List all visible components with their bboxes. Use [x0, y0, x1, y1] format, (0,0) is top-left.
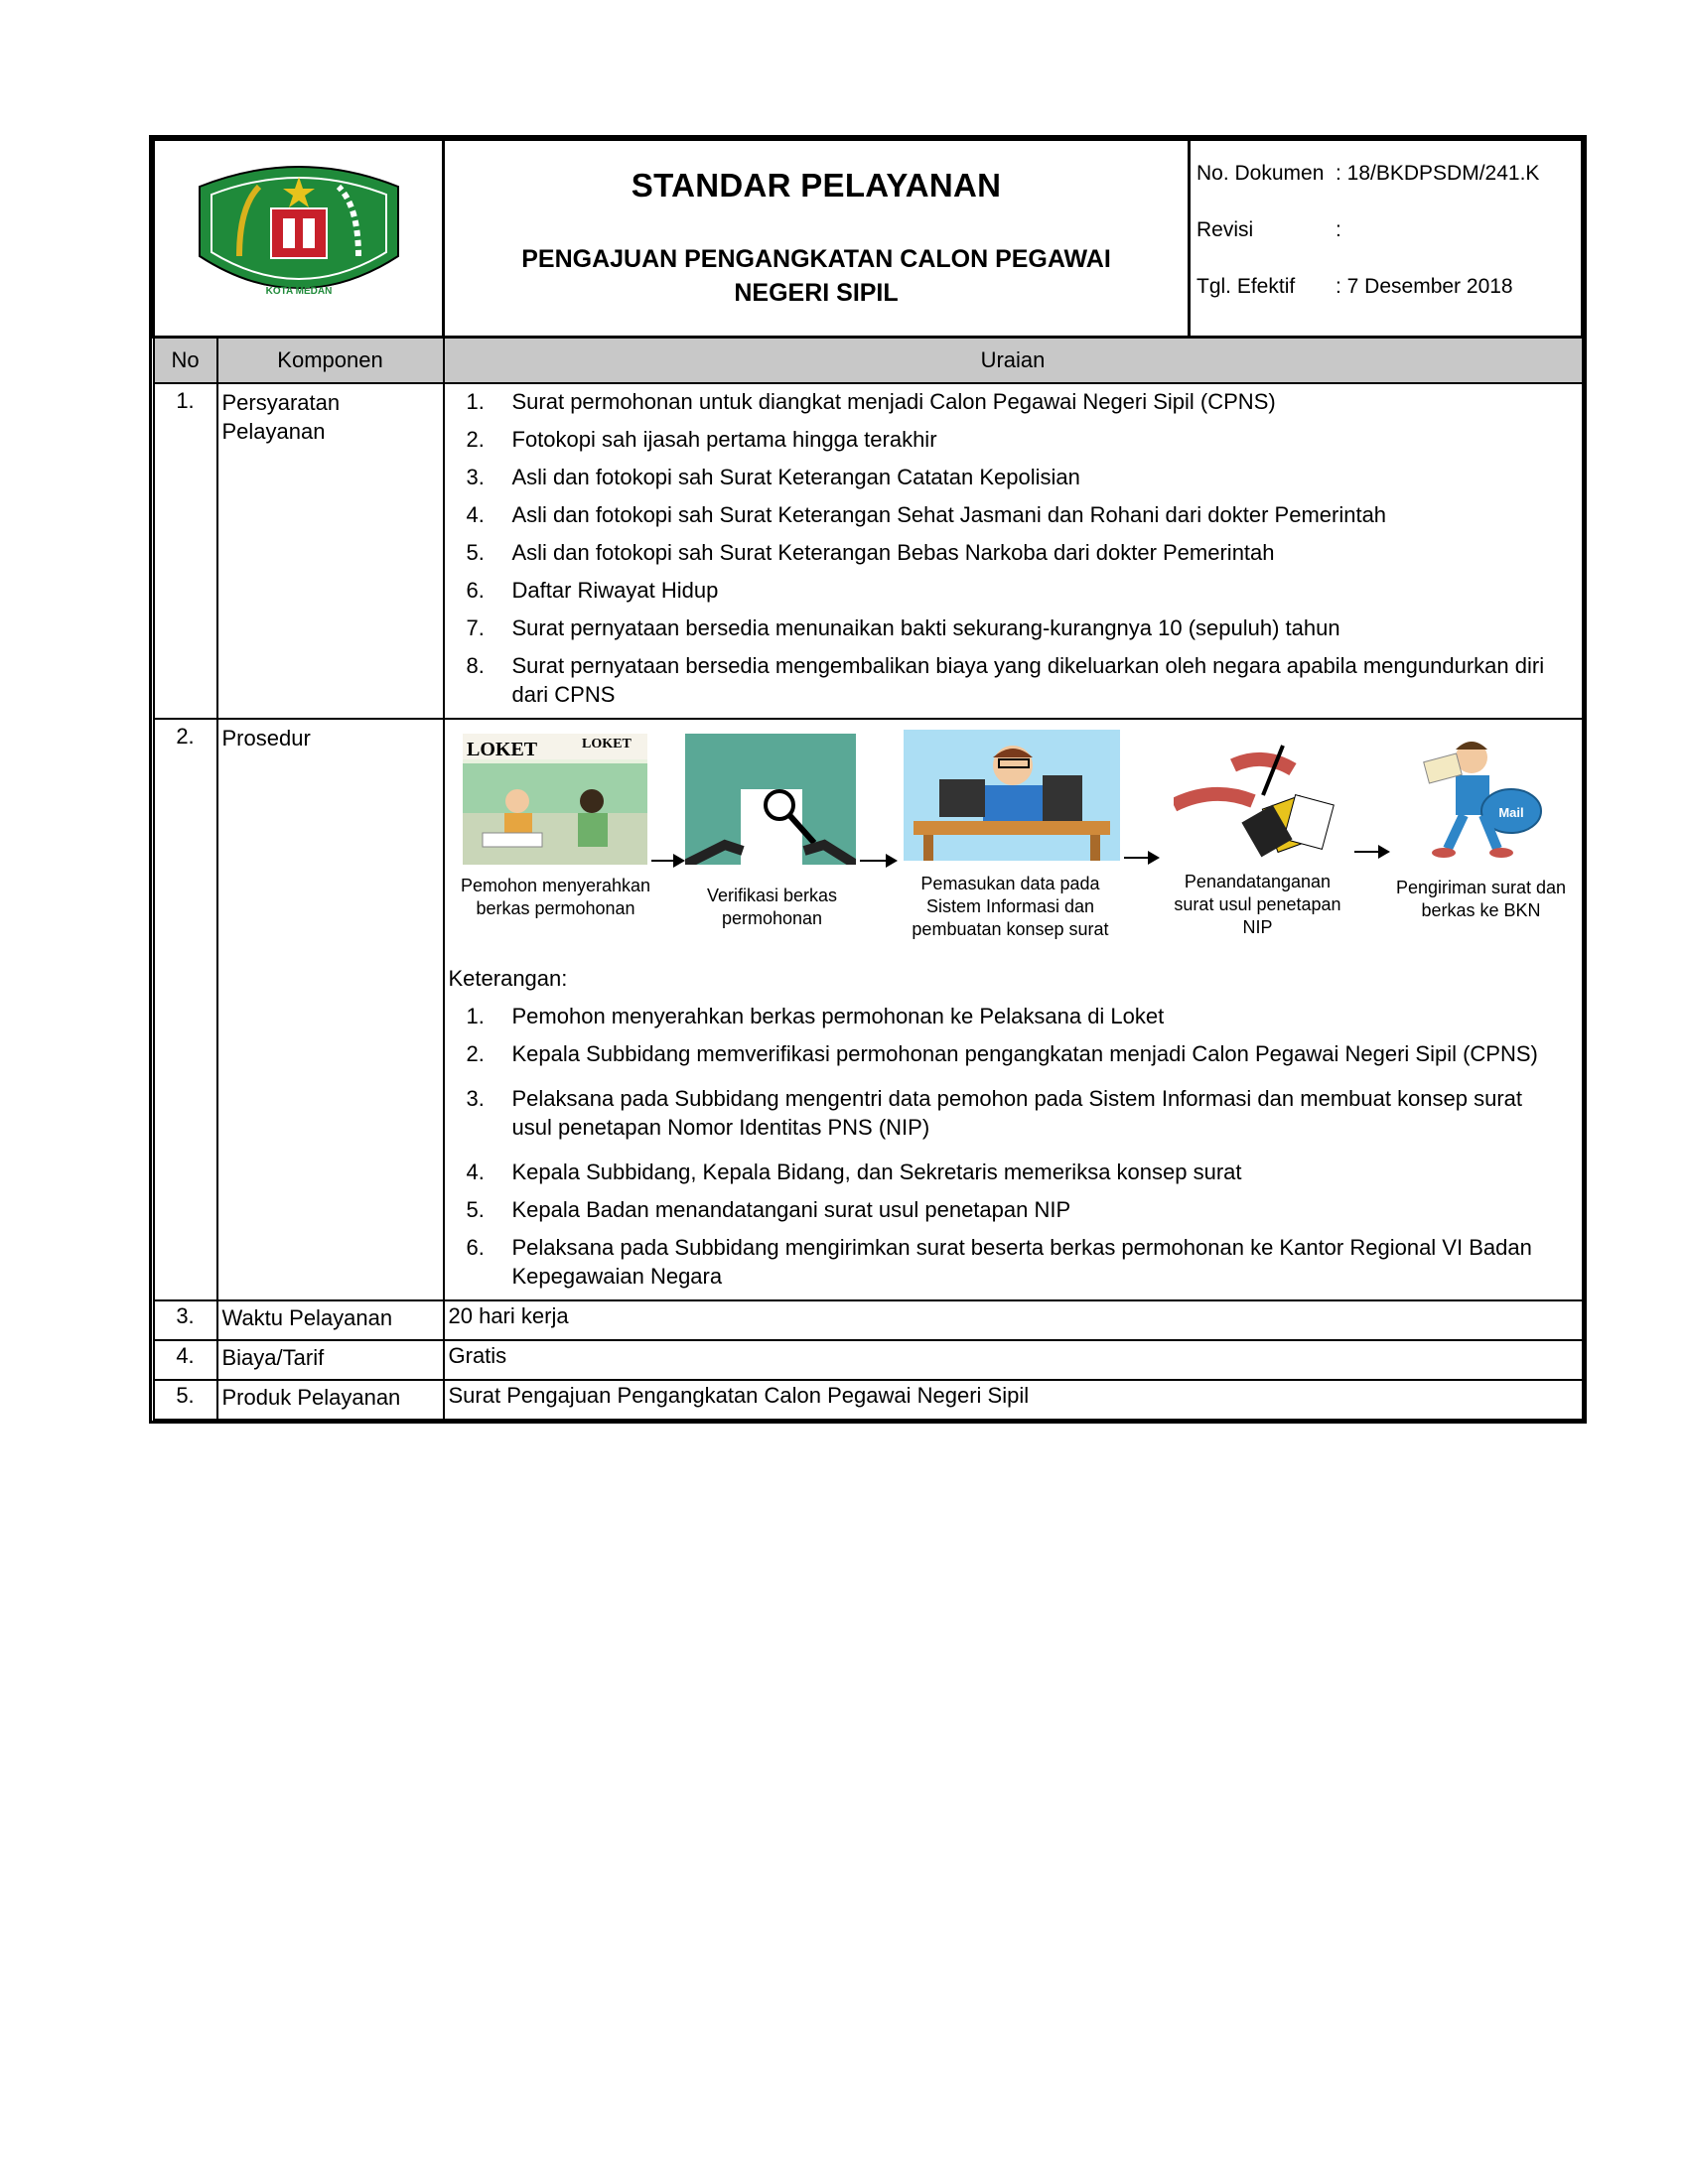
flow-arrow [1124, 857, 1158, 859]
item-number: 1. [466, 1004, 485, 1028]
item-text: Surat permohonan untuk diangkat menjadi Calon Pegawai Negeri Sipil (CPNS) [511, 389, 1276, 414]
loket-sign-right: LOKET [581, 737, 632, 751]
table-row [154, 1300, 1583, 1340]
list-item [467, 614, 1578, 642]
item-number: 7. [466, 615, 485, 640]
list-item [467, 538, 1578, 567]
list-item [467, 425, 1578, 454]
flow-step-label: Pemohon menyerahkan berkas permohonan [460, 876, 651, 918]
row-number: 1. [154, 383, 217, 719]
row-number: 4. [154, 1340, 217, 1380]
logo-text: KOTA MEDAN [265, 285, 332, 297]
loket-sign-left: LOKET [466, 739, 537, 760]
meta-label: No. Dokumen [1196, 161, 1325, 185]
row-komponen: Persyaratan Pelayanan [217, 383, 444, 719]
item-number: 2. [466, 427, 485, 452]
list-item [467, 1002, 1578, 1030]
meta-value: : [1336, 217, 1341, 241]
flow-arrow [651, 860, 683, 862]
row-komponen: Produk Pelayanan [217, 1380, 444, 1420]
column-header-row [154, 338, 1583, 384]
row-komponen: Waktu Pelayanan [217, 1300, 444, 1340]
item-number: 2. [466, 1041, 485, 1066]
item-number: 4. [466, 502, 485, 527]
row-uraian: Gratis [444, 1340, 1583, 1380]
item-number: 1. [466, 389, 485, 414]
list-item [467, 576, 1578, 605]
service-standard-table [152, 138, 1584, 1421]
document-header [154, 140, 1583, 338]
table-row [154, 383, 1583, 719]
item-text: Kepala Badan menandatangani surat usul penetapan NIP [511, 1197, 1071, 1222]
list-item [467, 387, 1578, 416]
item-number: 5. [466, 1197, 485, 1222]
row-number: 2. [154, 719, 217, 1300]
flow-step-label: Pemasukan data pada Sistem Informasi dan pembuatan konsep surat [912, 874, 1109, 939]
row-uraian [444, 383, 1583, 719]
list-item [467, 1233, 1578, 1291]
row-komponen: Prosedur [217, 719, 444, 1300]
logo-cell [154, 140, 444, 338]
meta-tgl-efektif [1196, 258, 1575, 315]
row-komponen: Biaya/Tarif [217, 1340, 444, 1380]
item-text: Pelaksana pada Subbidang mengentri data pemohon pada Sistem Informasi dan membuat konsep surat usul penetapan Nomor Identitas PNS (NIP) [511, 1086, 1523, 1140]
item-number: 6. [466, 578, 485, 603]
item-number: 8. [466, 653, 485, 678]
row-number: 5. [154, 1380, 217, 1420]
column-header-uraian: Uraian [444, 338, 1583, 384]
flow-arrow [1354, 851, 1388, 853]
flow-step-label: Penandatanganan surat usul penetapan NIP [1174, 872, 1341, 937]
procedure-steps-list [449, 1002, 1578, 1291]
meta-label: Revisi [1196, 217, 1254, 241]
document-subtitle-line1: PENGAJUAN PENGANGKATAN CALON PEGAWAI [521, 245, 1111, 273]
flow-step-label: Pengiriman surat dan berkas ke BKN [1395, 878, 1567, 920]
row-number: 3. [154, 1300, 217, 1340]
item-text: Fotokopi sah ijasah pertama hingga terakhir [511, 427, 937, 452]
meta-value: : 18/BKDPSDM/241.K [1336, 161, 1540, 185]
flow-arrow [860, 860, 896, 862]
item-text: Pemohon menyerahkan berkas permohonan ke Pelaksana di Loket [511, 1004, 1165, 1028]
row-uraian: 20 hari kerja [444, 1300, 1583, 1340]
service-standard-document [149, 135, 1587, 1424]
meta-revisi [1196, 202, 1575, 258]
verification-magnifier-icon [685, 734, 856, 865]
data-entry-computer-icon [904, 730, 1120, 861]
column-header-no: No [154, 338, 217, 384]
item-text: Surat pernyataan bersedia menunaikan bakti sekurang-kurangnya 10 (sepuluh) tahun [511, 615, 1340, 640]
item-number: 4. [466, 1160, 485, 1184]
keterangan-label: Keterangan: [448, 966, 568, 991]
list-item [467, 500, 1578, 529]
table-row [154, 1340, 1583, 1380]
mail-bag-label: Mail [1497, 805, 1524, 820]
item-number: 5. [466, 540, 485, 565]
item-text: Surat pernyataan bersedia mengembalikan biaya yang dikeluarkan oleh negara apabila mengundurkan diri dari CPNS [511, 653, 1545, 707]
mail-courier-icon [1402, 732, 1557, 861]
table-row [154, 719, 1583, 1300]
list-item [467, 1158, 1578, 1186]
title-cell [444, 140, 1190, 338]
document-subtitle [445, 242, 1188, 310]
list-item [467, 463, 1578, 491]
loket-counter-icon [463, 734, 647, 865]
item-text: Kepala Subbidang, Kepala Bidang, dan Sekretaris memeriksa konsep surat [511, 1160, 1242, 1184]
item-number: 3. [466, 1086, 485, 1111]
item-text: Asli dan fotokopi sah Surat Keterangan Sehat Jasmani dan Rohani dari dokter Pemerintah [511, 502, 1387, 527]
item-text: Asli dan fotokopi sah Surat Keterangan Bebas Narkoba dari dokter Pemerintah [511, 540, 1275, 565]
signing-document-icon [1174, 736, 1342, 861]
list-item [467, 651, 1578, 709]
document-title: STANDAR PELAYANAN [631, 167, 1002, 204]
list-item [467, 1084, 1578, 1142]
item-text: Pelaksana pada Subbidang mengirimkan surat beserta berkas permohonan ke Kantor Regional VI Badan Kepegawaian Negara [511, 1235, 1532, 1289]
item-text: Asli dan fotokopi sah Surat Keterangan Catatan Kepolisian [511, 465, 1080, 489]
document-meta [1190, 140, 1583, 338]
list-item [467, 1195, 1578, 1224]
item-number: 3. [466, 465, 485, 489]
meta-no-dokumen [1196, 145, 1575, 202]
table-row [154, 1380, 1583, 1420]
row-uraian [444, 719, 1583, 1300]
row-uraian: Surat Pengajuan Pengangkatan Calon Pegawai Negeri Sipil [444, 1380, 1583, 1420]
meta-label: Tgl. Efektif [1196, 274, 1296, 298]
column-header-komponen: Komponen [217, 338, 444, 384]
item-text: Daftar Riwayat Hidup [511, 578, 719, 603]
item-text: Kepala Subbidang memverifikasi permohonan pengangkatan menjadi Calon Pegawai Negeri Sipil (CPNS) [511, 1041, 1538, 1066]
meta-value: : 7 Desember 2018 [1336, 274, 1513, 298]
procedure-flow [449, 726, 1578, 960]
requirements-list [449, 387, 1578, 709]
kota-medan-emblem-icon [180, 147, 418, 326]
document-subtitle-line2: NEGERI SIPIL [734, 279, 899, 307]
list-item [467, 1039, 1578, 1068]
flow-step-label: Verifikasi berkas permohonan [706, 886, 838, 928]
item-number: 6. [466, 1235, 485, 1260]
